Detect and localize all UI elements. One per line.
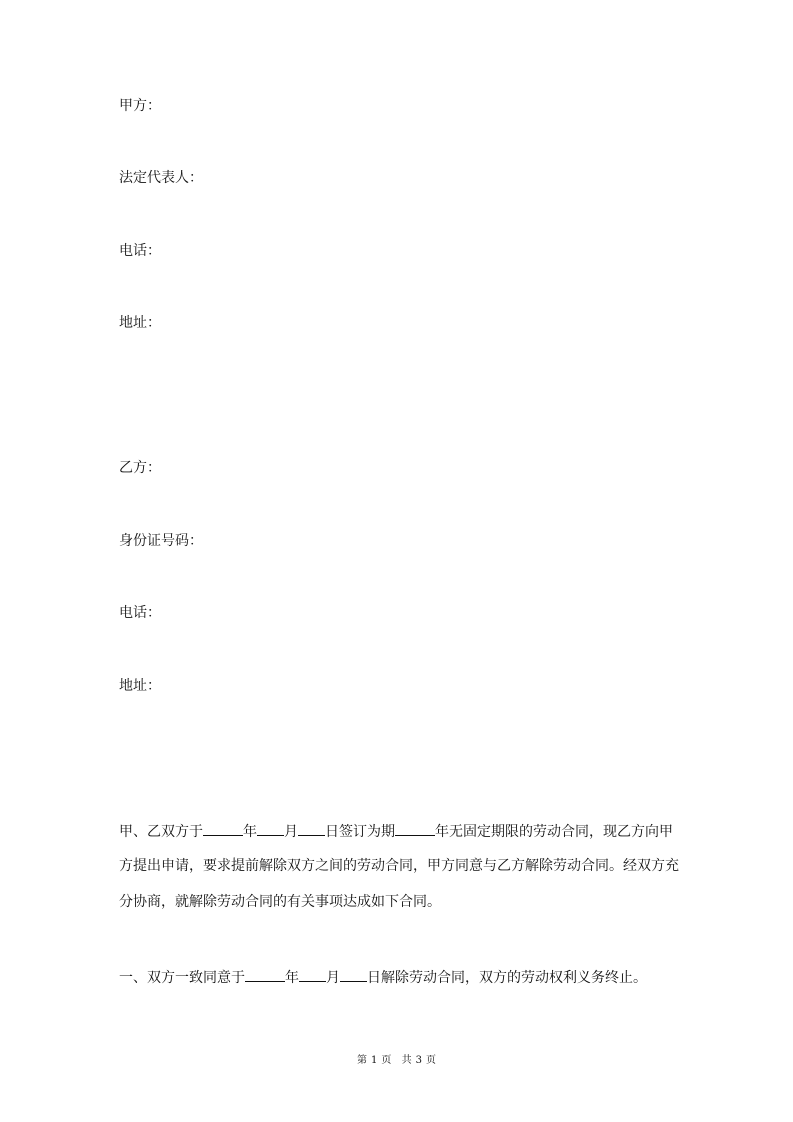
- blank-month: [257, 821, 284, 836]
- party-a-phone-label: 电话：: [119, 243, 161, 259]
- intro-text: 年: [243, 824, 257, 840]
- footer-page-number: 1: [370, 1055, 378, 1066]
- blank-day: [340, 967, 367, 982]
- intro-line-3: 分协商，就解除劳动合同的有关事项达成如下合同。: [119, 894, 441, 910]
- clause-text: 年: [285, 970, 299, 986]
- intro-line-2: 方提出申请，要求提前解除双方之间的劳动合同，甲方同意与乙方解除劳动合同。经双方充: [119, 858, 679, 874]
- party-a-address-label: 地址：: [119, 315, 161, 331]
- blank-year: [245, 967, 285, 982]
- page-footer: [0, 1055, 793, 1067]
- clause-1-line: [119, 967, 647, 987]
- intro-text: 甲、乙双方于: [119, 824, 203, 840]
- clause-text: 一、双方一致同意于: [119, 970, 245, 986]
- blank-month: [299, 967, 326, 982]
- footer-total-suffix: 页: [426, 1055, 437, 1066]
- intro-text: 月: [284, 824, 298, 840]
- intro-text: 年无固定期限的劳动合同，现乙方向甲: [435, 824, 673, 840]
- party-b-label: 乙方：: [119, 460, 161, 476]
- footer-page-suffix: 页: [381, 1055, 392, 1066]
- footer-page-prefix: 第: [356, 1055, 367, 1066]
- blank-year: [203, 821, 243, 836]
- party-a-label: 甲方：: [119, 98, 161, 114]
- party-a-legal-rep-label: 法定代表人：: [119, 170, 203, 186]
- intro-text: 日签订为期: [325, 824, 395, 840]
- blank-day: [298, 821, 325, 836]
- clause-text: 月: [326, 970, 340, 986]
- intro-line-1: [119, 821, 673, 841]
- footer-total-prefix: 共: [401, 1055, 412, 1066]
- clause-text: 日解除劳动合同，双方的劳动权利义务终止。: [367, 970, 647, 986]
- party-b-phone-label: 电话：: [119, 605, 161, 621]
- party-b-id-label: 身份证号码：: [119, 533, 203, 549]
- party-b-address-label: 地址：: [119, 678, 161, 694]
- blank-term-years: [395, 821, 435, 836]
- footer-total-pages: 3: [415, 1055, 423, 1066]
